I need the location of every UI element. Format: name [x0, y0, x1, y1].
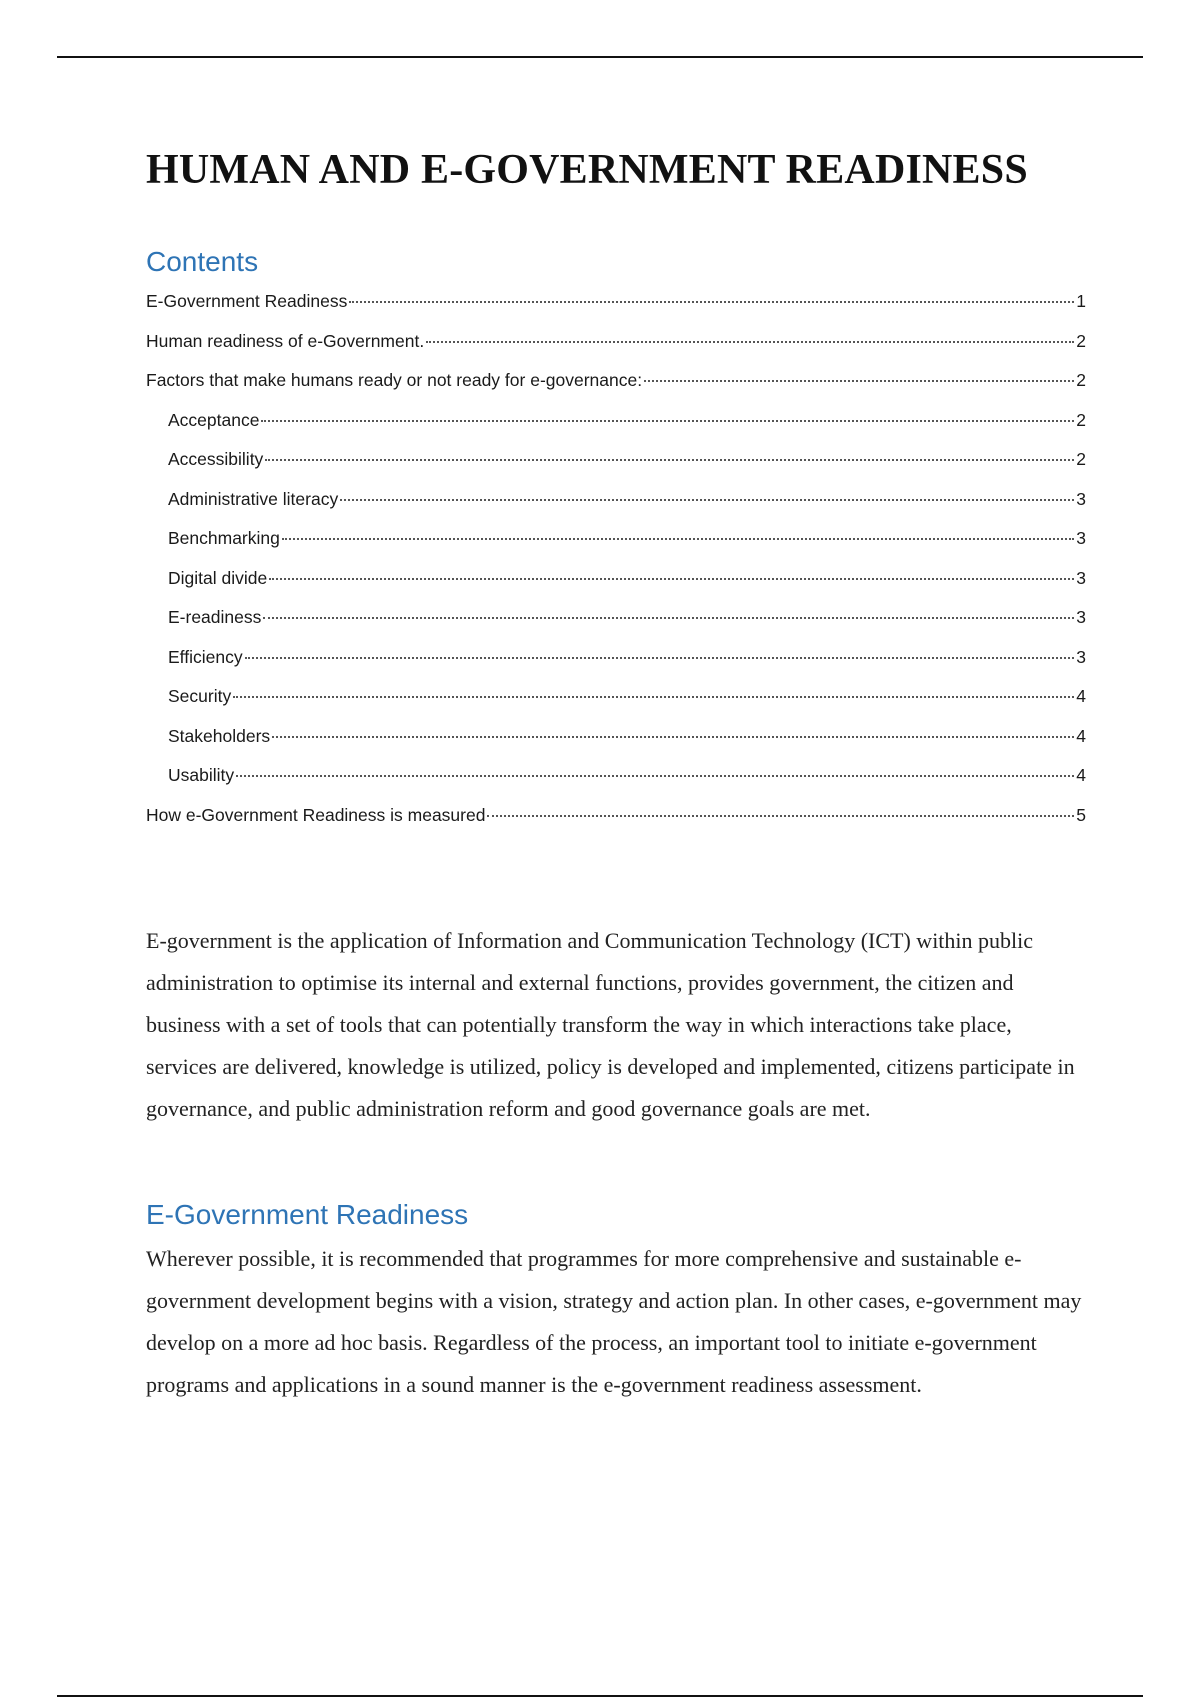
footer-rule — [57, 1695, 1143, 1697]
toc-subentry[interactable] — [146, 762, 1086, 802]
toc-entry-page: 5 — [1076, 804, 1086, 825]
toc-entry-label: Efficiency — [168, 646, 243, 667]
toc-leader-dots — [233, 696, 1074, 698]
toc-heading: Contents — [146, 246, 259, 277]
toc-leader-dots — [340, 499, 1074, 501]
toc-entry-page: 4 — [1076, 725, 1086, 746]
document-title: HUMAN AND E-GOVERNMENT READINESS — [146, 147, 1028, 193]
toc-entry-label: How e-Government Readiness is measured — [146, 804, 486, 825]
toc-entry[interactable] — [146, 802, 1086, 842]
toc-entry-label: Accessibility — [168, 449, 264, 469]
toc-subentry[interactable] — [146, 604, 1086, 644]
toc-subentry[interactable] — [146, 407, 1086, 447]
toc-subentry[interactable] — [146, 486, 1086, 526]
intro-paragraph: E-government is the application of Information and Communication Technology (ICT) within public administration to optimise its internal and external functions, provides government, the citizen and business with a set of tools that can potentially transform the way in which interactions take place, services are delivered, knowledge is utilized, policy is developed and implemented, citizens participate in governance, and public administration reform and good governance goals are met. — [146, 928, 1075, 1121]
toc-entry-page: 3 — [1076, 528, 1086, 548]
toc-entry-page: 2 — [1076, 370, 1086, 390]
toc-leader-dots — [245, 657, 1075, 659]
toc-subentry[interactable] — [146, 525, 1086, 565]
toc-entry[interactable] — [146, 328, 1086, 368]
toc-entry-page: 2 — [1076, 449, 1086, 469]
toc-entry-page: 4 — [1076, 686, 1086, 706]
toc-entry-label: Stakeholders — [168, 725, 271, 746]
toc-entry-label: Security — [168, 686, 232, 706]
toc-leader-dots — [272, 736, 1074, 738]
toc-subentry[interactable] — [146, 644, 1086, 684]
toc-leader-dots — [269, 578, 1074, 580]
toc-leader-dots — [644, 380, 1074, 382]
toc-entry-label: Human readiness of e-Government. — [146, 330, 425, 351]
toc-entry-label: Benchmarking — [168, 528, 280, 548]
toc-entry-page: 2 — [1076, 330, 1086, 351]
section-paragraph: Wherever possible, it is recommended that programmes for more comprehensive and sustainable e-government development begins with a vision, strategy and action plan. In other cases, e-government may develop on a more ad hoc basis. Regardless of the process, an important tool to initiate e-government programs and applications in a sound manner is the e-government readiness assessment. — [146, 1246, 1082, 1397]
toc-entry-label: Usability — [168, 765, 235, 785]
toc-entry-label: E-readiness — [168, 607, 262, 627]
toc-entry-label: E-Government Readiness — [146, 291, 348, 311]
toc-entry-page: 3 — [1076, 567, 1086, 588]
toc-entry-label: Administrative literacy — [168, 488, 339, 509]
toc-subentry[interactable] — [146, 446, 1086, 486]
toc-subentry[interactable] — [146, 723, 1086, 763]
toc-entry[interactable] — [146, 288, 1086, 328]
toc-entry-page: 3 — [1076, 646, 1086, 667]
toc-entry-page: 3 — [1076, 488, 1086, 509]
toc-leader-dots — [236, 775, 1074, 777]
toc-entry-page: 3 — [1076, 607, 1086, 627]
header-rule — [57, 56, 1143, 58]
toc-entry-label: Digital divide — [168, 567, 268, 588]
table-of-contents — [146, 288, 1086, 841]
toc-entry[interactable] — [146, 367, 1086, 407]
toc-subentry[interactable] — [146, 565, 1086, 605]
toc-leader-dots — [282, 538, 1074, 540]
toc-leader-dots — [349, 301, 1074, 303]
toc-leader-dots — [261, 420, 1074, 422]
toc-entry-page: 2 — [1076, 409, 1086, 430]
toc-leader-dots — [263, 617, 1074, 619]
toc-entry-page: 1 — [1076, 291, 1086, 311]
toc-entry-label: Acceptance — [168, 409, 260, 430]
toc-leader-dots — [487, 815, 1074, 817]
toc-entry-label: Factors that make humans ready or not ready for e-governance: — [146, 370, 643, 390]
toc-leader-dots — [265, 459, 1074, 461]
section-heading: E-Government Readiness — [146, 1199, 469, 1230]
toc-subentry[interactable] — [146, 683, 1086, 723]
toc-leader-dots — [426, 341, 1074, 343]
toc-entry-page: 4 — [1076, 765, 1086, 785]
